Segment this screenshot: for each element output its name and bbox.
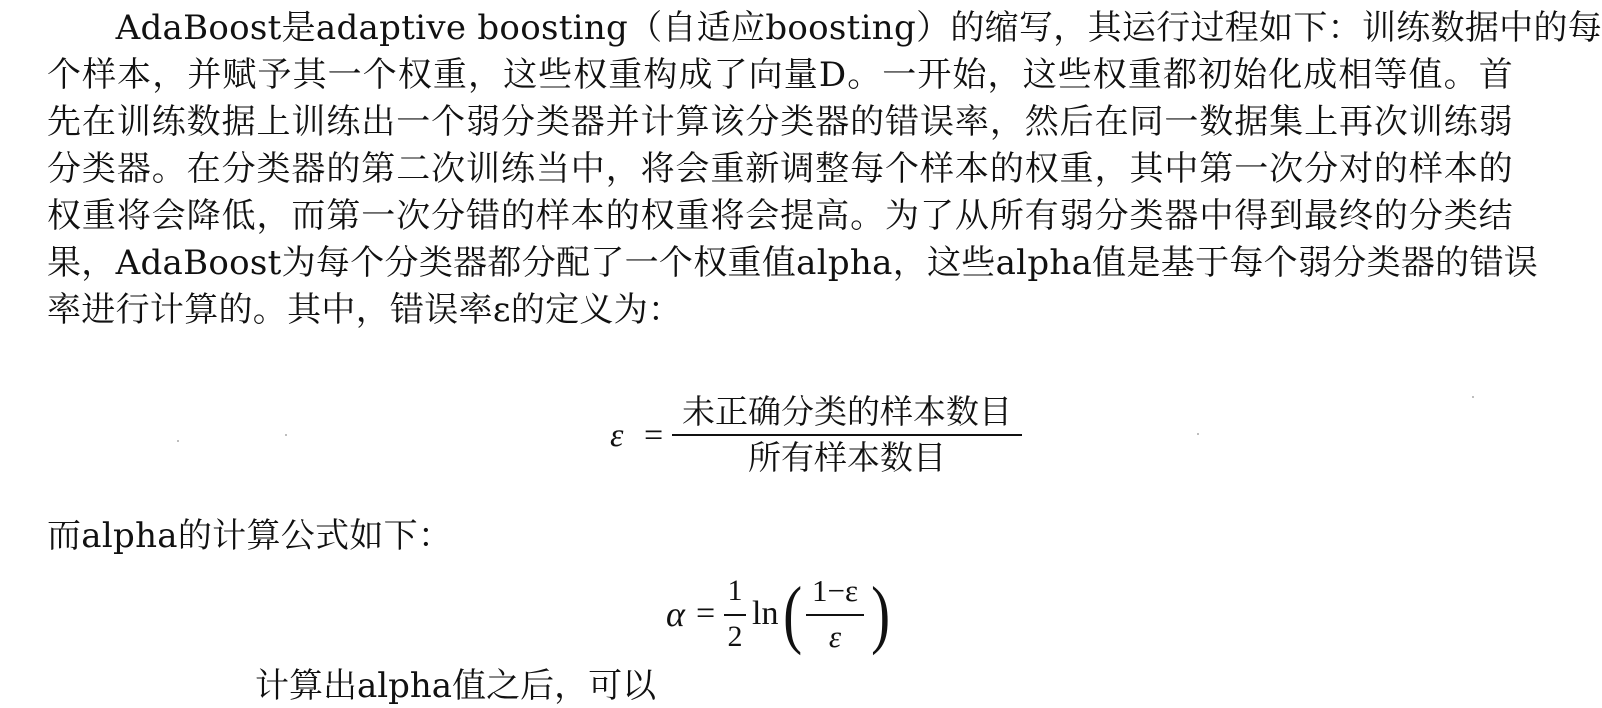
equals-sign: = [696, 595, 716, 632]
paragraph-line-6: 果，AdaBoost为每个分类器都分配了一个权重值alpha，这些alpha值是基于每个弱分类器的错误 [47, 243, 1539, 283]
equals-sign: = [644, 417, 664, 454]
fraction-denominator: 所有样本数目 [748, 438, 946, 477]
half-fraction-bar [724, 614, 746, 616]
epsilon-formula [610, 392, 1050, 484]
scan-speck [1472, 396, 1474, 398]
paragraph-line-4: 分类器。在分类器的第二次训练当中，将会重新调整每个样本的权重，其中第一次分对的样本的 [47, 149, 1513, 189]
paragraph-line-2: 个样本，并赋予其一个权重，这些权重构成了向量D。一开始，这些权重都初始化成相等值。首 [47, 55, 1513, 95]
alpha-symbol: α [666, 594, 685, 634]
paragraph-line-7: 率进行计算的。其中，错误率ε的定义为： [47, 290, 683, 330]
paragraph-line-5: 权重将会降低，而第一次分错的样本的权重将会提高。为了从所有弱分类器中得到最终的分类结 [47, 196, 1513, 236]
fraction-numerator: 未正确分类的样本数目 [682, 392, 1012, 431]
scan-speck [1197, 433, 1199, 435]
inner-numerator: 1−ε [811, 573, 858, 608]
scan-speck [177, 440, 179, 442]
paragraph-line-3: 先在训练数据上训练出一个弱分类器并计算该分类器的错误率，然后在同一数据集上再次训练弱 [47, 102, 1513, 142]
inner-fraction-bar [806, 614, 864, 616]
scan-speck [285, 434, 287, 436]
fraction-bar [672, 434, 1022, 436]
half-numerator: 1 [727, 574, 743, 607]
alpha-intro-text: 而alpha的计算公式如下： [47, 516, 453, 556]
right-parenthesis: ) [871, 572, 891, 656]
inner-denominator: ε [828, 619, 842, 654]
cut-off-text: 计算出alpha值之后，可以 [255, 666, 657, 706]
left-parenthesis: ( [783, 572, 803, 656]
half-denominator: 2 [727, 620, 743, 653]
cut-off-next-line [255, 660, 657, 706]
natural-log-label: ln [752, 595, 779, 632]
alpha-formula [666, 572, 916, 664]
paragraph-line-1: AdaBoost是adaptive boosting（自适应boosting）的缩写，其运行过程如下：训练数据中的每 [47, 8, 1602, 48]
epsilon-symbol: ε [610, 417, 624, 454]
